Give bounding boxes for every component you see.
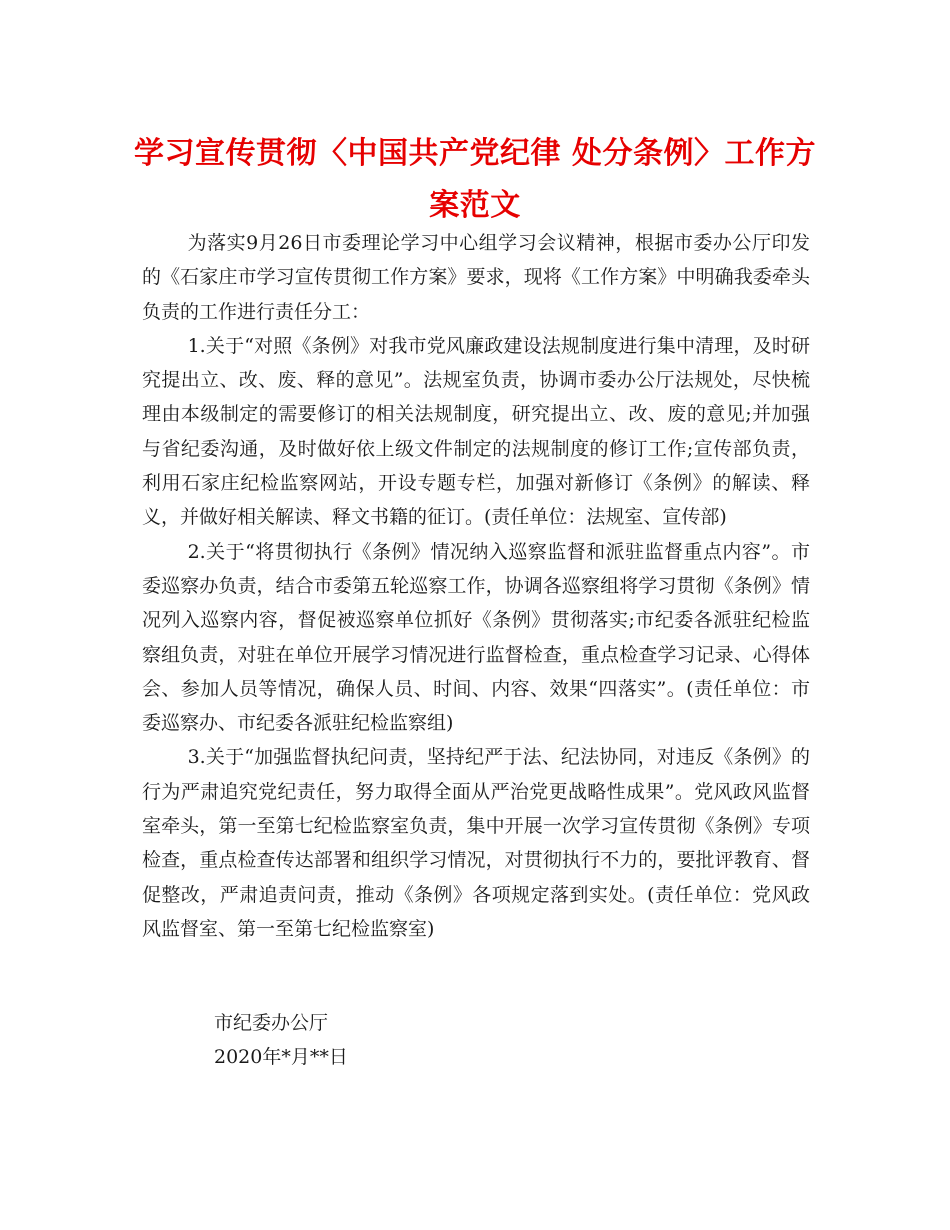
- intro-paragraph: 为落实9月26日市委理论学习中心组学习会议精神，根据市委办公厅印发的《石家庄市学习宣传贯彻工作方案》要求，现将《工作方案》中明确我委牵头负责的工作进行责任分工：: [142, 232, 810, 323]
- document-title: 学习宣传贯彻〈中国共产党纪律 处分条例〉工作方案范文: [134, 136, 816, 223]
- item-2-paragraph: 2.关于“将贯彻执行《条例》情况纳入巡察监督和派驻监督重点内容”。市委巡察办负责，结合市委第五轮巡察工作，协调各巡察组将学习贯彻《条例》情况列入巡察内容，督促被巡察单位抓好《条例》贯彻落实;市纪委各派驻纪检监察组负责，对驻在单位开展学习情况进行监督检查，重点检查学习记录、心得体会、参加人员等情况，确保人员、时间、内容、效果“四落实”。(责任单位：市委巡察办、市纪委各派驻纪检监察组): [142, 540, 810, 735]
- signoff-organization: 市纪委办公厅: [214, 1012, 329, 1034]
- document-body: [142, 226, 810, 946]
- signoff-date: 2020年*月**日: [214, 1046, 348, 1068]
- item-1-paragraph: 1.关于“对照《条例》对我市党风廉政建设法规制度进行集中清理，及时研究提出立、改、废、释的意见”。法规室负责，协调市委办公厅法规处，尽快梳理由本级制定的需要修订的相关法规制度，研究提出立、改、废的意见;并加强与省纪委沟通，及时做好依上级文件制定的法规制度的修订工作;宣传部负责，利用石家庄纪检监察网站，开设专题专栏，加强对新修订《条例》的解读、释义，并做好相关解读、释文书籍的征订。(责任单位：法规室、宣传部): [142, 334, 810, 529]
- item-3-paragraph: 3.关于“加强监督执纪问责，坚持纪严于法、纪法协同，对违反《条例》的行为严肃追究党纪责任，努力取得全面从严治党更战略性成果”。党风政风监督室牵头，第一至第七纪检监察室负责，集中开展一次学习宣传贯彻《条例》专项检查，重点检查传达部署和组织学习情况，对贯彻执行不力的，要批评教育、督促整改，严肃追责问责，推动《条例》各项规定落到实处。(责任单位：党风政风监督室、第一至第七纪检监察室): [142, 746, 810, 940]
